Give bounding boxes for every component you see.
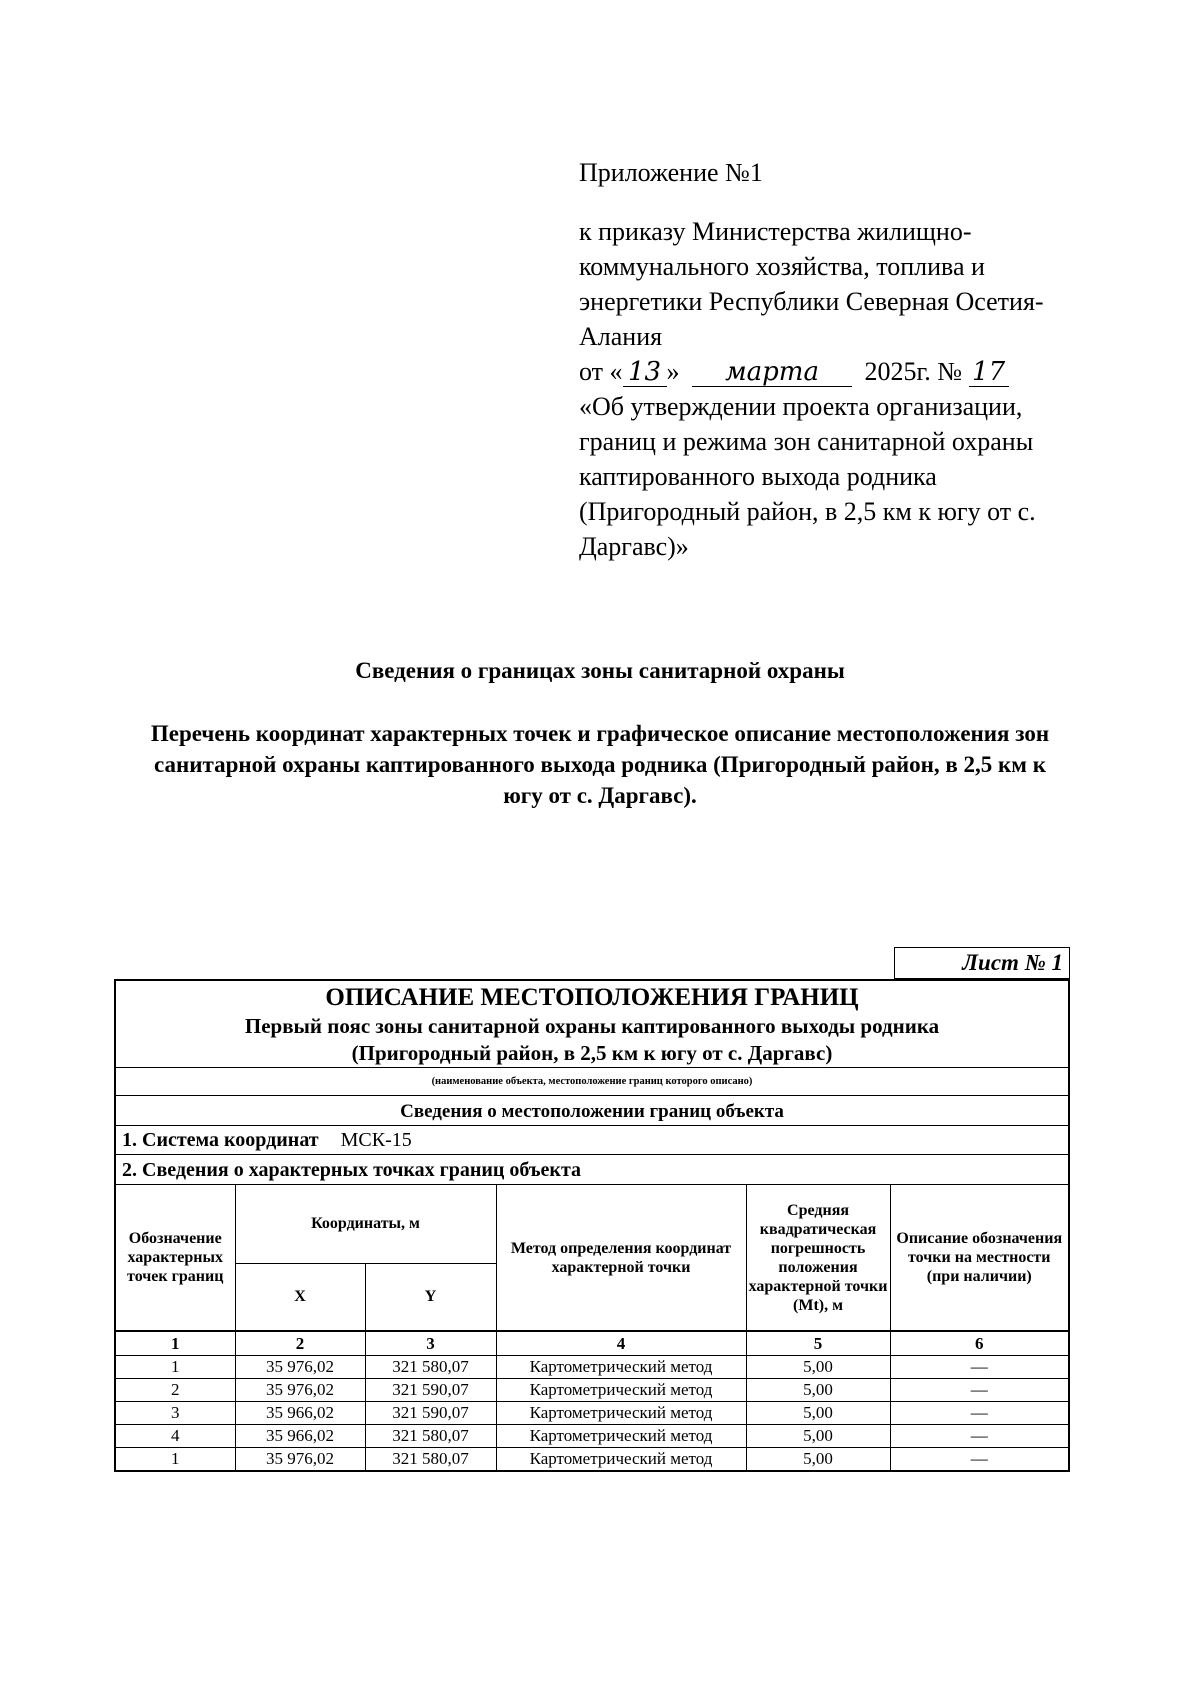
column-number: 6 xyxy=(890,1331,1068,1356)
header-x: X xyxy=(235,1263,365,1331)
header-error: Средняя квадратическая погрешность положения характерной точки (Mt), м xyxy=(746,1185,890,1331)
point-designation: 3 xyxy=(116,1402,235,1425)
sheet-number-box: Лист № 1 xyxy=(894,947,1070,979)
point-designation: 1 xyxy=(116,1356,235,1379)
boundary-description-form xyxy=(114,979,1070,1472)
header-y: Y xyxy=(365,1263,496,1331)
point-description: — xyxy=(890,1448,1068,1471)
section-heading: Сведения о границах зоны санитарной охраны xyxy=(355,658,845,683)
form-note: (наименование объекта, местоположение границ которого описано) xyxy=(116,1068,1068,1096)
points-table xyxy=(116,1185,1068,1470)
header-method: Метод определения координат характерной точки xyxy=(496,1185,746,1331)
table-row xyxy=(116,1356,1068,1379)
column-number: 3 xyxy=(365,1331,496,1356)
handwritten-day: 13 xyxy=(623,358,667,387)
point-method: Картометрический метод xyxy=(496,1379,746,1402)
point-method: Картометрический метод xyxy=(496,1402,746,1425)
point-error: 5,00 xyxy=(746,1356,890,1379)
point-y: 321 590,07 xyxy=(365,1402,496,1425)
point-x: 35 966,02 xyxy=(235,1425,365,1448)
point-method: Картометрический метод xyxy=(496,1425,746,1448)
point-description: — xyxy=(890,1402,1068,1425)
point-designation: 2 xyxy=(116,1379,235,1402)
order-subject: «Об утверждении проекта организации, границ и режима зон санитарной охраны каптированного выхода родника (Пригородный район, в 2,5 км к югу от с. Даргавс)» xyxy=(579,392,1036,561)
appendix-title: Приложение №1 xyxy=(579,158,763,187)
table-row xyxy=(116,1379,1068,1402)
point-x: 35 976,02 xyxy=(235,1379,365,1402)
point-x: 35 966,02 xyxy=(235,1402,365,1425)
coordinate-system-label: 1. Система координат xyxy=(122,1129,319,1151)
point-error: 5,00 xyxy=(746,1425,890,1448)
table-row xyxy=(116,1425,1068,1448)
point-description: — xyxy=(890,1425,1068,1448)
order-date-line xyxy=(579,354,1049,389)
form-subtitle-line1: Первый пояс зоны санитарной охраны каптированного выходы родника xyxy=(244,1014,940,1038)
point-error: 5,00 xyxy=(746,1379,890,1402)
point-error: 5,00 xyxy=(746,1402,890,1425)
form-title-block xyxy=(116,981,1068,1068)
point-y: 321 580,07 xyxy=(365,1425,496,1448)
point-description: — xyxy=(890,1379,1068,1402)
column-number: 1 xyxy=(116,1331,235,1356)
date-quote-close: » xyxy=(666,357,680,386)
header-designation: Обозначение характерных точек границ xyxy=(116,1185,235,1331)
point-designation: 1 xyxy=(116,1448,235,1471)
header-coordinates: Координаты, м xyxy=(235,1185,496,1263)
form-subtitle-line2: (Пригородный район, в 2,5 км к югу от с. Даргавс) xyxy=(351,1041,833,1065)
year-and-number-label: 2025г. № xyxy=(864,357,963,386)
column-number: 5 xyxy=(746,1331,890,1356)
point-x: 35 976,02 xyxy=(235,1448,365,1471)
form-section-title: Сведения о местоположении границ объекта xyxy=(116,1096,1068,1126)
coordinate-system-value: МСК-15 xyxy=(340,1129,412,1151)
column-number: 2 xyxy=(235,1331,365,1356)
date-prefix: от « xyxy=(579,357,623,386)
order-text: к приказу Министерства жилищно-коммунального хозяйства, топлива и энергетики Республики Северная Осетия-Алания xyxy=(579,217,1044,351)
column-number: 4 xyxy=(496,1331,746,1356)
point-y: 321 580,07 xyxy=(365,1448,496,1471)
point-error: 5,00 xyxy=(746,1448,890,1471)
column-number-row xyxy=(116,1331,1068,1356)
list-heading: Перечень координат характерных точек и графическое описание местоположения зон санитарной охраны каптированного выхода родника (Пригородный район, в 2,5 км к югу от с. Даргавс). xyxy=(150,721,1050,808)
point-y: 321 580,07 xyxy=(365,1356,496,1379)
appendix-block xyxy=(579,155,1049,564)
point-designation: 4 xyxy=(116,1425,235,1448)
table-row xyxy=(116,1448,1068,1471)
point-x: 35 976,02 xyxy=(235,1356,365,1379)
handwritten-order-number: 17 xyxy=(969,358,1009,387)
point-y: 321 590,07 xyxy=(365,1379,496,1402)
coordinate-system-row xyxy=(116,1126,1068,1155)
point-method: Картометрический метод xyxy=(496,1448,746,1471)
header-description: Описание обозначения точки на местности (при наличии) xyxy=(890,1185,1068,1331)
table-row xyxy=(116,1402,1068,1425)
handwritten-month: марта xyxy=(692,358,852,387)
form-title: ОПИСАНИЕ МЕСТОПОЛОЖЕНИЯ ГРАНИЦ xyxy=(325,984,859,1011)
point-description: — xyxy=(890,1356,1068,1379)
points-section-label: 2. Сведения о характерных точках границ объекта xyxy=(116,1155,1068,1185)
point-method: Картометрический метод xyxy=(496,1356,746,1379)
